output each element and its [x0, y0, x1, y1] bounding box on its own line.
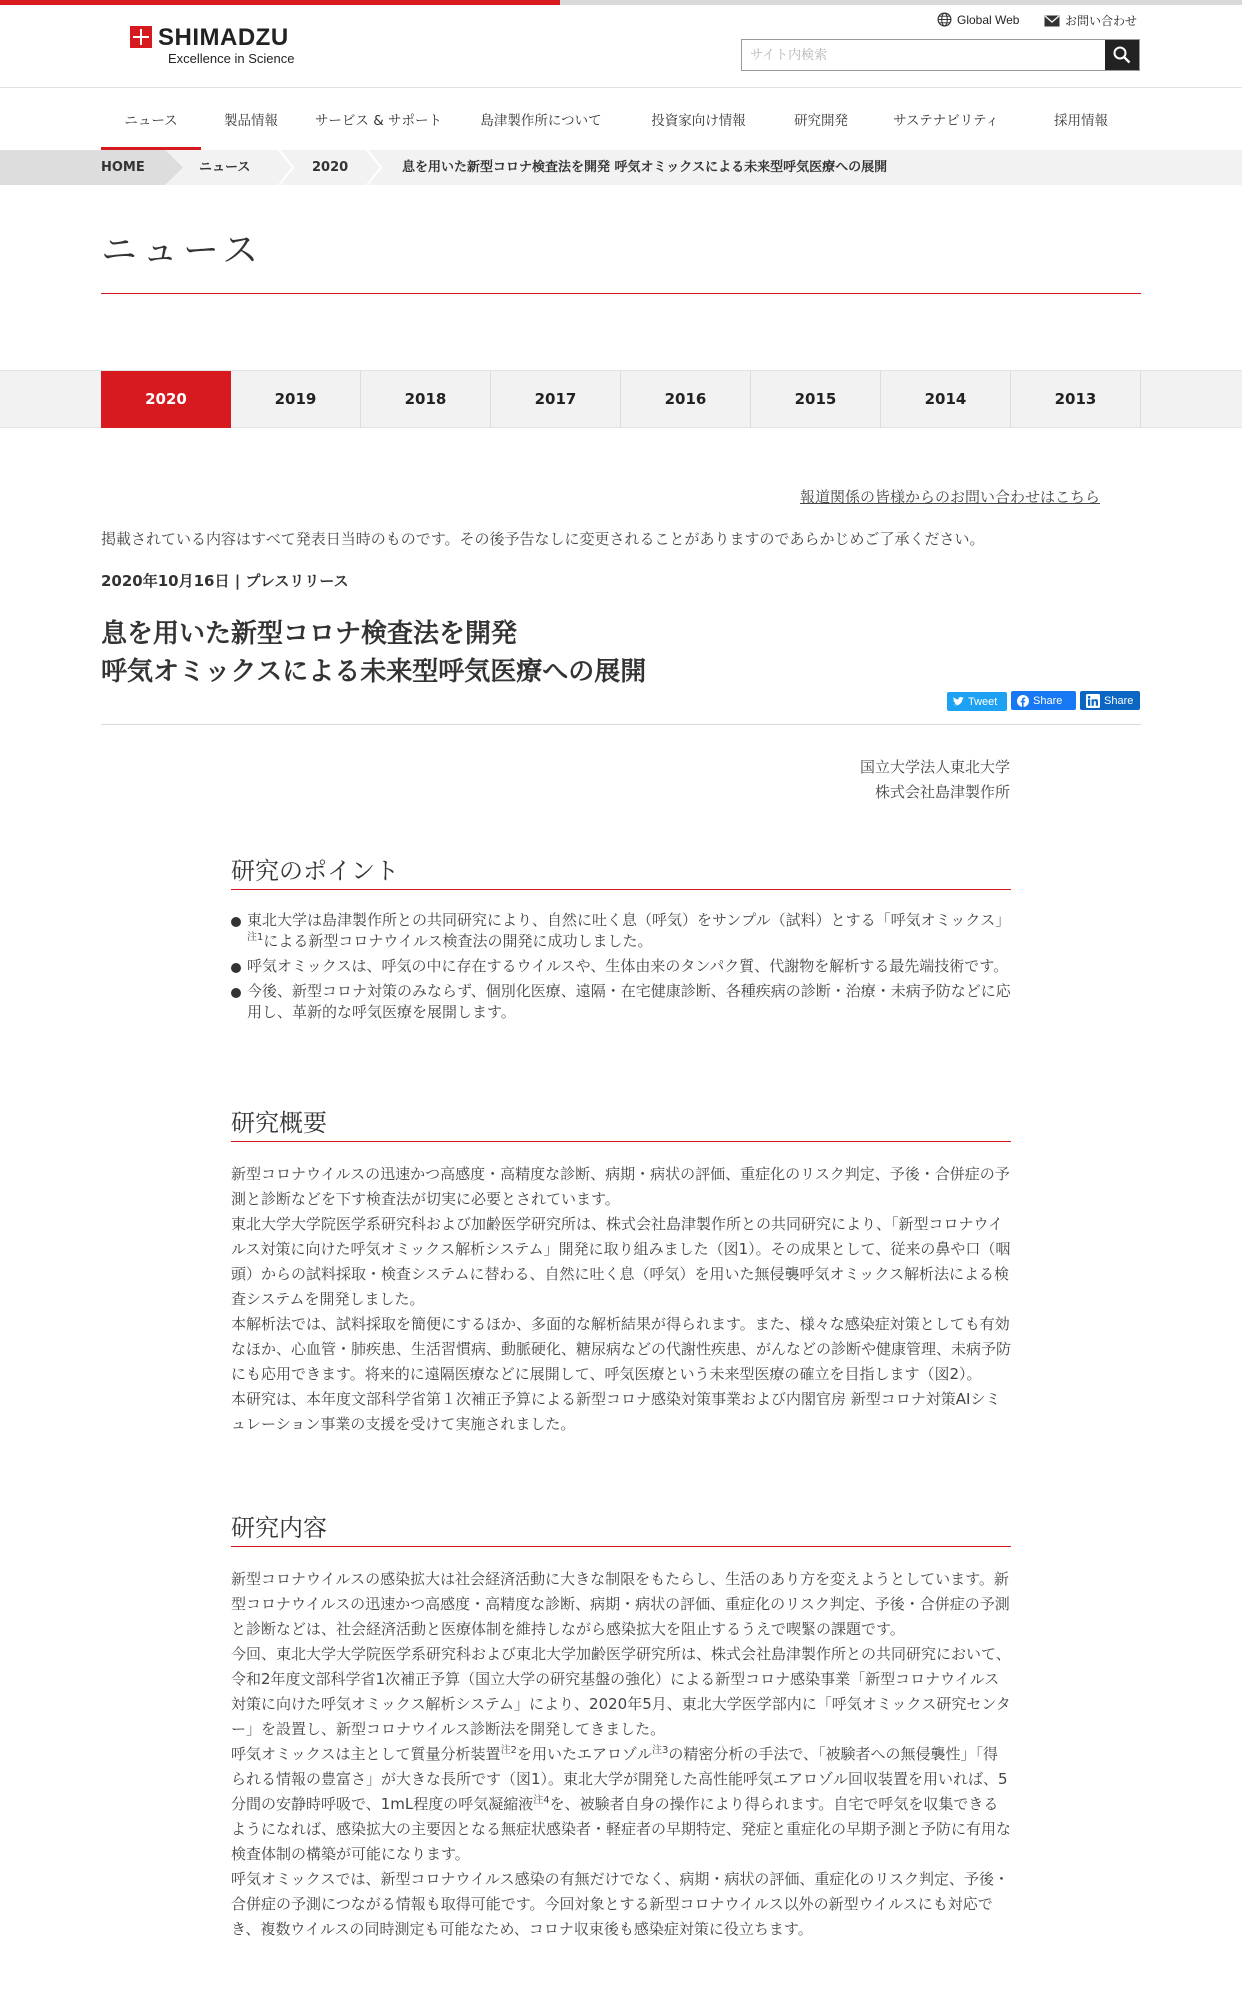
content-paragraph: 新型コロナウイルスの感染拡大は社会経済活動に大きな制限をもたらし、生活のあり方を変えようとしています。新型コロナウイルスの迅速かつ高感度・高精度な診断、病期・病状の評価、重症化のリスク判定、予後・合併症の予測と診断などは、社会経済活動と医療体制を維持しながら感染拡大を阻止するうえで喫緊の課題です。 — [231, 1570, 1010, 1638]
top-accent-bar — [0, 0, 1242, 5]
nav-products[interactable]: 製品情報 — [224, 113, 278, 129]
search-icon — [1113, 46, 1131, 64]
content-paragraph: 呼気オミックスは主として質量分析装置$^{注2}$を用いたエアロゾル$^{注3}$の精密分析の手法で、「被験者への無侵襲性」「得られる情報の豊富さ」が大きな長所です（図1）。東北大学が開発した高性能呼気エアロゾル回収装置を用いれば、5分間の安静時呼吸で、1mL程度の呼気凝縮液$^{注4}$を、被験者自身の操作により得られます。自宅で呼気を収集できるようになれば、感染拡大の主要因となる無症状感染者・軽症者の早期特定、発症と重症化の早期予測と予防に有用な検査体制の構築が可能になります。 — [231, 1745, 1012, 1863]
headline-line-2: 呼気オミックスによる未来型呼気医療への展開 — [101, 657, 647, 687]
breadcrumb-current: 息を用いた新型コロナ検査法を開発 呼気オミックスによる未来型呼気医療への展開 — [402, 160, 888, 175]
section-underline — [231, 1141, 1011, 1142]
global-web-label: Global Web — [957, 12, 1020, 27]
year-tab-2015[interactable]: 2015 — [751, 371, 881, 428]
breadcrumb — [0, 150, 1242, 185]
disclaimer-text: 掲載されている内容はすべて発表日当時のものです。その後予告なしに変更されることがありますのであらかじめご了承ください。 — [101, 530, 985, 548]
breadcrumb-home[interactable]: HOME — [101, 160, 145, 175]
tweet-button[interactable] — [947, 692, 1007, 711]
facebook-icon — [1017, 695, 1029, 707]
tweet-label: Tweet — [968, 695, 998, 708]
nav-investors[interactable]: 投資家向け情報 — [651, 113, 746, 129]
facebook-share-button[interactable] — [1011, 691, 1076, 710]
section-underline — [231, 1546, 1011, 1547]
content-paragraph: 呼気オミックスでは、新型コロナウイルス感染の有無だけでなく、病期・病状の評価、重症化のリスク判定、予後・合併症の予測につながる情報も取得可能です。今回対象とする新型コロナウイルス以外の新型ウイルスにも対応でき、複数ウイルスの同時測定も可能なため、コロナ収束後も感染症対策に役立ちます。 — [231, 1870, 1010, 1938]
summary-paragraph: 本解析法では、試料採取を簡便にするほか、多面的な解析結果が得られます。また、様々な感染症対策としても有効なほか、心血管・肺疾患、生活習慣病、動脈硬化、糖尿病などの代謝性疾患、がんなどの診断や健康管理、未病予防にも応用できます。将来的に遠隔医療などに展開して、呼気医療という未来型医療の確立を目指します（図2）。 — [231, 1315, 1012, 1383]
year-tab-2018[interactable]: 2018 — [361, 371, 491, 428]
section-title-points: 研究のポイント — [231, 857, 399, 885]
content-body — [231, 1567, 1011, 1942]
page-title: ニュース — [101, 230, 264, 271]
global-nav — [101, 88, 1141, 150]
nav-careers[interactable]: 採用情報 — [1054, 113, 1108, 129]
nav-news[interactable]: ニュース — [101, 88, 201, 150]
logo-name: SHIMADZU — [158, 24, 289, 51]
contact-link[interactable] — [1044, 12, 1137, 29]
title-underline — [101, 293, 1141, 294]
content-paragraph: 今回、東北大学大学院医学系研究科および東北大学加齢医学研究所は、株式会社島津製作所との共同研究において、令和2年度文部科学省1次補正予算（国立大学の研究基盤の強化）による新型コロナ感染事業「新型コロナウイルス対策に向けた呼気オミックス解析システム」により、2020年5月、東北大学医学部内に「呼気オミックス研究センター」を設置し、新型コロナウイルス診断法を開発してきました。 — [231, 1645, 1011, 1738]
section-underline — [231, 889, 1011, 890]
year-tab-2013[interactable]: 2013 — [1011, 371, 1141, 428]
list-item: 東北大学は島津製作所との共同研究により、自然に吐く息（呼気）をサンプル（試料）とする「呼気オミックス」$^{注1}$による新型コロナウイルス検査法の開発に成功しました。 — [231, 910, 1011, 952]
nav-service-support[interactable]: サービス & サポート — [314, 113, 443, 129]
linkedin-share-label: Share — [1104, 694, 1134, 707]
year-tab-2017[interactable]: 2017 — [491, 371, 621, 428]
release-dateline: 2020年10月16日 | プレスリリース — [101, 572, 349, 590]
year-tabs — [0, 370, 1242, 428]
summary-paragraph: 本研究は、本年度文部科学省第１次補正予算による新型コロナ感染対策事業および内閣官房 新型コロナ対策AIシミュレーション事業の支援を受けて実施されました。 — [231, 1390, 1001, 1433]
section-title-summary: 研究概要 — [231, 1109, 327, 1137]
article-headline — [101, 615, 646, 691]
breadcrumb-2020[interactable]: 2020 — [312, 160, 349, 175]
headline-divider — [101, 724, 1141, 725]
summary-paragraph: 東北大学大学院医学系研究科および加齢医学研究所は、株式会社島津製作所との共同研究により、「新型コロナウイルス対策に向けた呼気オミックス解析システム」開発に取り組みました（図1）。その成果として、従来の鼻や口（咽頭）からの試料採取・検査システムに替わる、自然に吐く息（呼気）を用いた無侵襲呼気オミックス解析法による検査システムを開発しました。 — [231, 1215, 1011, 1308]
site-search — [741, 39, 1140, 71]
org-tohoku: 国立大学法人東北大学 — [859, 758, 1010, 776]
mail-icon — [1044, 15, 1060, 27]
nav-sustainability[interactable]: サステナビリティ — [893, 113, 999, 129]
logo-tagline: Excellence in Science — [168, 51, 295, 66]
globe-icon — [937, 12, 952, 27]
year-tab-2019[interactable]: 2019 — [231, 371, 361, 428]
shimadzu-mark-icon — [130, 26, 152, 48]
section-title-content: 研究内容 — [231, 1514, 327, 1542]
search-button[interactable] — [1105, 40, 1139, 70]
breadcrumb-chevron-icon — [165, 150, 185, 185]
press-inquiry-link[interactable]: 報道関係の皆様からのお問い合わせはこちら — [800, 488, 1101, 506]
year-tab-2014[interactable]: 2014 — [881, 371, 1011, 428]
summary-body — [231, 1162, 1011, 1437]
year-tab-2016[interactable]: 2016 — [621, 371, 751, 428]
list-item: 今後、新型コロナ対策のみならず、個別化医療、遠隔・在宅健康診断、各種疾病の診断・治療・未病予防などに応用し、革新的な呼気医療を展開します。 — [231, 981, 1011, 1023]
linkedin-share-button[interactable] — [1080, 691, 1140, 710]
headline-line-1: 息を用いた新型コロナ検査法を開発 — [101, 619, 518, 649]
search-input[interactable] — [742, 40, 1106, 70]
list-item: 呼気オミックスは、呼気の中に存在するウイルスや、生体由来のタンパク質、代謝物を解析する最先端技術です。 — [231, 956, 1011, 977]
twitter-bird-icon — [953, 697, 964, 706]
breadcrumb-chevron-icon — [278, 150, 294, 185]
global-web-link[interactable] — [937, 12, 1019, 27]
org-shimadzu: 株式会社島津製作所 — [874, 783, 1010, 801]
facebook-share-label: Share — [1033, 694, 1063, 707]
year-tab-2020[interactable]: 2020 — [101, 371, 231, 428]
nav-about[interactable]: 島津製作所について — [480, 113, 602, 129]
summary-paragraph: 新型コロナウイルスの迅速かつ高感度・高精度な診断、病期・病状の評価、重症化のリスク判定、予後・合併症の予測と診断などを下す検査法が切実に必要とされています。 — [231, 1165, 1010, 1208]
breadcrumb-news[interactable]: ニュース — [199, 160, 251, 175]
nav-research[interactable]: 研究開発 — [794, 113, 848, 129]
linkedin-icon — [1086, 694, 1100, 708]
points-list — [231, 910, 1011, 1027]
contact-label: お問い合わせ — [1065, 14, 1138, 28]
breadcrumb-chevron-icon — [366, 150, 382, 185]
